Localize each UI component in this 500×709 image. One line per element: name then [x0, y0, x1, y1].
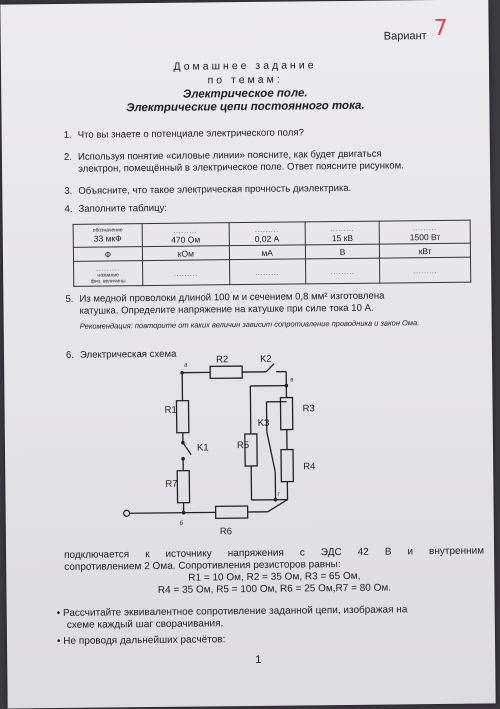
- blank-dots: .........: [174, 229, 198, 235]
- cell-value: 0,02 А: [255, 234, 280, 244]
- cell-value: 1500 Вт: [410, 232, 441, 242]
- bullet-icon: •: [57, 608, 63, 619]
- wire: [268, 500, 288, 512]
- label-r1: R1: [165, 405, 177, 416]
- header-line3: Электрическое поле.: [1, 85, 489, 102]
- bullet-text-cont: схеме каждый шаг сворачивания.: [57, 616, 487, 633]
- blank-dots: .........: [255, 228, 279, 234]
- condition-line: подключается к источнику напряжения с ЭДС 42 В и внутренним: [64, 546, 484, 562]
- cell-value: 15 кВ: [332, 233, 353, 243]
- wire: [250, 386, 251, 434]
- variant-number: 7: [434, 16, 448, 41]
- question-text: Заполните таблицу:: [78, 203, 167, 215]
- switch-k2: [266, 364, 274, 372]
- label-r4: R4: [303, 461, 315, 472]
- variant-text: Вариант: [384, 30, 427, 42]
- question-number: 3.: [64, 186, 78, 198]
- table-cell: В: [305, 244, 380, 259]
- label-k3: K3: [258, 418, 270, 429]
- resistor-r1: [176, 401, 188, 433]
- resistor-r6: [216, 506, 248, 518]
- row-label: обозначение: [77, 227, 139, 234]
- question-text: Что вы знаете о потенциале электрического поля?: [78, 127, 304, 140]
- question-text: Используя понятие «силовые линии» поясните, как будет двигаться: [78, 149, 382, 163]
- switch-k1: [183, 443, 191, 455]
- table-cell: кВт: [380, 243, 471, 258]
- label-r2: R2: [216, 354, 228, 365]
- question-number: 6.: [66, 350, 80, 362]
- question-text: Электрическая схема: [80, 349, 177, 361]
- condition-line: сопротивлением 2 Ома. Сопротивления резисторов равны:: [64, 558, 484, 574]
- label-r3: R3: [303, 403, 315, 414]
- question-text: Объясните, что такое электрическая прочность диэлектрика.: [78, 183, 351, 197]
- question-text-cont: электрон, помещённый в электрическое поле. Ответ поясните рисунком.: [64, 160, 404, 176]
- label-a: а: [184, 363, 188, 369]
- resistor-r7: [177, 471, 189, 503]
- node: [181, 457, 185, 461]
- bullet-icon: •: [57, 636, 63, 647]
- question-number: 5.: [65, 294, 79, 306]
- blank-dots: .........: [413, 269, 437, 275]
- bullet-item-1: [57, 604, 487, 633]
- label-r6: R6: [220, 526, 232, 537]
- resistor-r4: [281, 450, 293, 482]
- condition-line: R1 = 10 Ом, R2 = 35 Ом, R3 = 65 Ом,: [64, 570, 484, 586]
- header-line1: Домашнее задание: [1, 57, 489, 74]
- terminal-left: [124, 510, 130, 516]
- question-number: 4.: [64, 204, 78, 216]
- header-line2: по темам:: [1, 71, 489, 88]
- resistor-r3: [280, 398, 292, 430]
- question-text: Из медной проволоки длиной 100 м и сечением 0,8 мм² изготовлена: [79, 291, 384, 305]
- header-line4: Электрические цепи постоянного тока.: [1, 98, 489, 115]
- label-g: г: [277, 492, 280, 498]
- question-number: 1.: [64, 130, 78, 142]
- node-a: [180, 371, 184, 375]
- blank-dots: .........: [255, 271, 279, 277]
- switch-k3: [267, 432, 275, 472]
- label-k2: K2: [260, 354, 272, 365]
- cell-value: 33 мкФ: [94, 233, 122, 243]
- node-b: [182, 511, 186, 515]
- table-cell: кОм: [142, 246, 229, 261]
- node-g: [274, 498, 278, 502]
- bullet-text: Рассчитайте эквивалентное сопротивление заданной цепи, изображая на: [63, 604, 408, 619]
- page-number: 1: [255, 654, 261, 666]
- blank-dots: .........: [331, 270, 355, 276]
- label-b: б: [180, 521, 184, 527]
- recommendation: Рекомендация: повторите от каких величин зависит сопротивление проводника и закон Ома.: [80, 318, 480, 332]
- label-r5: R5: [237, 440, 249, 451]
- table-cell: мА: [229, 245, 305, 260]
- condition-line: R4 = 35 Ом, R5 = 100 Ом, R6 = 25 Ом,R7 = 80 Ом.: [64, 582, 484, 598]
- row-label: физ. величины: [77, 278, 139, 285]
- wire: [130, 512, 216, 513]
- blank-dots: .........: [330, 227, 354, 233]
- question-text-cont: катушка. Определите напряжение на катушке при силе тока 10 А.: [65, 302, 485, 318]
- blank-dots: .........: [413, 226, 437, 232]
- blank-dots: .........: [96, 266, 120, 272]
- label-r7: R7: [165, 479, 177, 490]
- question-number: 2.: [64, 152, 78, 164]
- label-k1: K1: [197, 442, 209, 453]
- task-conditions: [64, 546, 484, 598]
- node-v: [285, 384, 289, 388]
- row-label: название: [77, 272, 139, 279]
- bullet-item-2: [57, 632, 487, 649]
- bullet-text: Не проводя дальнейших расчётов:: [63, 634, 225, 647]
- table-cell: Ф: [73, 247, 142, 262]
- label-v: в: [290, 378, 293, 384]
- cell-value: 470 Ом: [171, 234, 200, 244]
- resistor-r2: [210, 366, 242, 378]
- blank-dots: .........: [174, 272, 198, 278]
